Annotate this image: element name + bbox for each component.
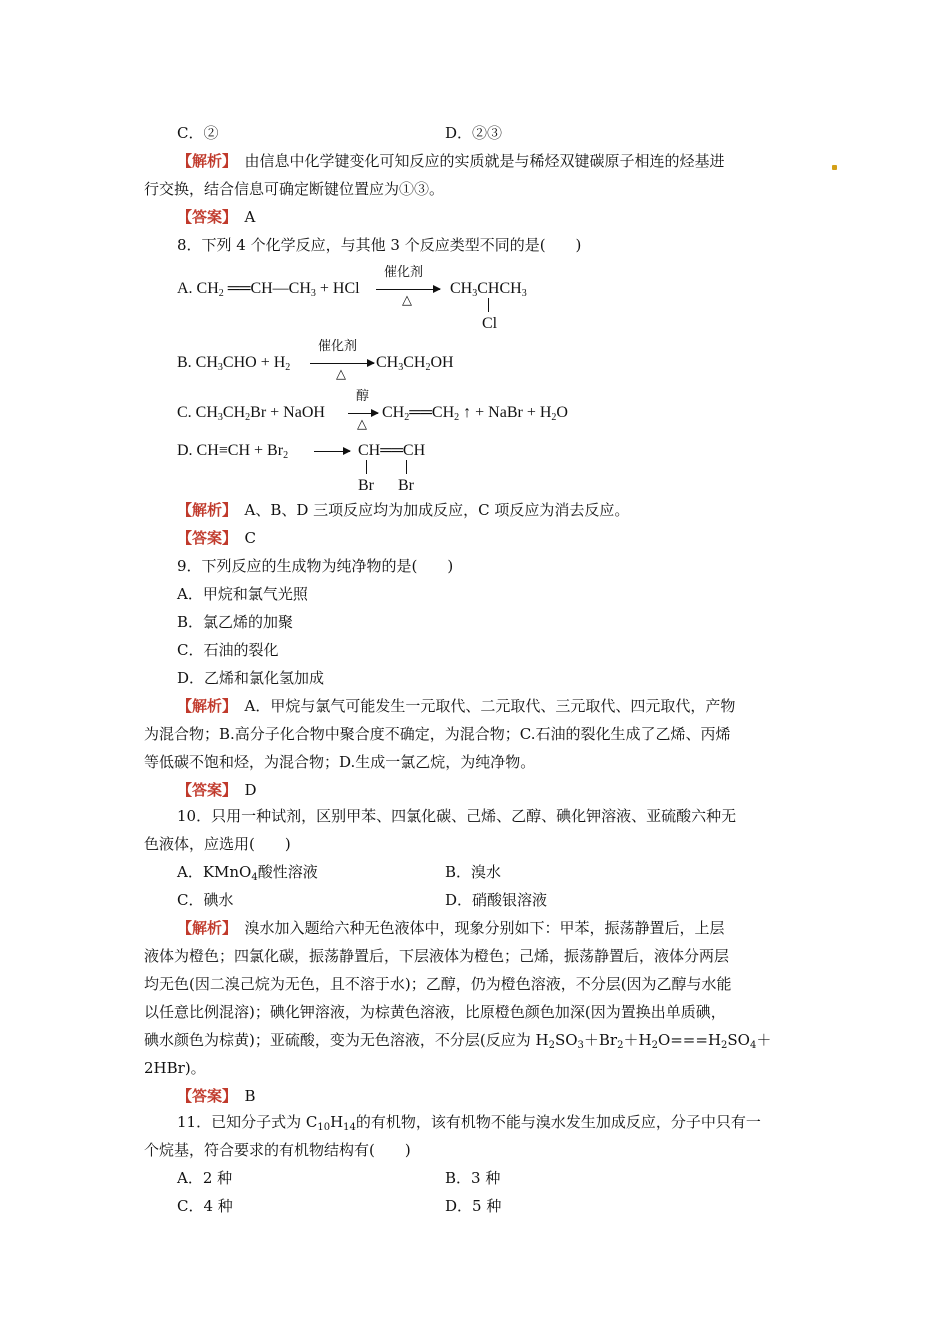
subscript: 2 xyxy=(245,412,251,423)
text: O xyxy=(556,404,568,421)
q8-b-catalyst: 催化剂 xyxy=(318,339,358,354)
text: 的有机物，该有机物不能与溴水发生加成反应，分子中只有一 xyxy=(355,1113,761,1131)
text: 酸性溶液 xyxy=(257,863,318,881)
q11-option-a: A．2 种 xyxy=(177,1169,233,1187)
q9-jiexi-line3: 等低碳不饱和烃，为混合物；D.生成一氯乙烷，为纯净物。 xyxy=(144,753,536,771)
q8-answer-value: C xyxy=(244,529,257,547)
q10-jiexi-line1 xyxy=(177,918,725,938)
text: ↑ + NaBr + H xyxy=(459,404,552,421)
q8-a-heat: △ xyxy=(402,293,412,308)
text: + HCl xyxy=(315,280,360,297)
q8-a-cl: Cl xyxy=(482,315,498,332)
answer-tag: 【答案】 xyxy=(177,1087,230,1105)
answer-tag: 【答案】 xyxy=(177,781,230,799)
q10-option-b: B．溴水 xyxy=(445,863,502,881)
q7-jiexi-text: 由信息中化学键变化可知反应的实质就是与稀烃双键碳原子相连的烃基进 xyxy=(244,152,725,170)
q8-option-a-reactants xyxy=(177,279,360,301)
text: CH xyxy=(450,280,473,297)
reaction-arrow-icon xyxy=(310,363,374,364)
subscript: 3 xyxy=(577,1040,584,1051)
q9-option-a: A．甲烷和氯气光照 xyxy=(177,585,308,603)
text: OH xyxy=(430,354,454,371)
jiexi-tag: 【解析】 xyxy=(177,697,230,715)
text: ＋Br xyxy=(583,1031,618,1049)
q8-d-br1: Br xyxy=(358,477,374,494)
subscript: 2 xyxy=(454,412,460,423)
q10-option-c: C．碘水 xyxy=(177,891,234,909)
answer-tag: 【答案】 xyxy=(177,208,230,226)
q8-answer xyxy=(177,528,256,548)
bond-line xyxy=(406,460,407,474)
answer-tag: 【答案】 xyxy=(177,529,230,547)
q10-jiexi-line5 xyxy=(144,1030,771,1053)
text: A. CH xyxy=(177,280,219,297)
text: H xyxy=(330,1113,344,1131)
subscript: 2 xyxy=(551,412,557,423)
text: SO xyxy=(554,1031,578,1049)
q8-jiexi xyxy=(177,500,629,520)
q7-answer-value: A xyxy=(244,208,256,226)
reaction-arrow-icon xyxy=(376,289,440,290)
q8-option-c-product xyxy=(382,403,568,425)
subscript: 2 xyxy=(285,362,291,373)
q8-d-br2: Br xyxy=(398,477,414,494)
subscript: 3 xyxy=(521,288,527,299)
subscript: 2 xyxy=(617,1040,624,1051)
q9-option-b: B．氯乙烯的加聚 xyxy=(177,613,294,631)
text: 11．已知分子式为 C xyxy=(177,1113,318,1131)
q10-stem-line2: 色液体，应选用( ) xyxy=(144,835,291,853)
q8-c-alcohol: 醇 xyxy=(356,389,370,404)
marker-dot xyxy=(832,165,837,170)
text: 碘水颜色为棕黄)；亚硫酸，变为无色溶液，不分层(反应为 H xyxy=(144,1031,549,1049)
text: B. CH xyxy=(177,354,218,371)
q9-option-c: C．石油的裂化 xyxy=(177,641,279,659)
text: CH xyxy=(376,354,399,371)
q9-jiexi-line2: 为混合物；B.高分子化合物中聚合度不确定，为混合物；C.石油的裂化生成了乙烯、丙烯 xyxy=(144,725,731,743)
q8-option-b-product xyxy=(376,353,454,375)
subscript: 3 xyxy=(398,362,404,373)
q9-jiexi-text: A．甲烷与氯气可能发生一元取代、二元取代、三元取代、四元取代，产物 xyxy=(244,697,736,715)
q9-option-d: D．乙烯和氯化氢加成 xyxy=(177,669,325,687)
text: SO xyxy=(727,1031,750,1049)
q11-option-c: C．4 种 xyxy=(177,1197,233,1215)
reaction-arrow-icon xyxy=(314,451,350,452)
q7-answer xyxy=(177,207,255,227)
subscript: 14 xyxy=(343,1122,356,1133)
q9-jiexi-line1 xyxy=(177,696,735,716)
subscript: 3 xyxy=(217,362,223,373)
q7-jiexi-line1 xyxy=(177,151,725,171)
q11-option-b: B．3 种 xyxy=(445,1169,501,1187)
q8-option-c-reactants xyxy=(177,403,325,425)
bond-line xyxy=(488,298,489,312)
text: O===H xyxy=(657,1031,722,1049)
option-d: D．②③ xyxy=(445,124,503,142)
q8-option-b-reactants xyxy=(177,353,290,375)
subscript: 2 xyxy=(404,412,410,423)
q10-option-d: D．硝酸银溶液 xyxy=(445,891,548,909)
q10-option-a xyxy=(177,862,318,885)
subscript: 10 xyxy=(317,1122,331,1133)
text: Br + NaOH xyxy=(250,404,325,421)
subscript: 2 xyxy=(548,1040,555,1051)
subscript: 3 xyxy=(472,288,478,299)
q10-jiexi-line4: 以任意比例混溶)；碘化钾溶液，为棕黄色溶液，比原橙色颜色加深(因为置换出单质碘， xyxy=(144,1003,726,1021)
q8-option-d-reactants xyxy=(177,441,288,463)
subscript: 3 xyxy=(217,412,223,423)
q8-stem: 8．下列 4 个化学反应，与其他 3 个反应类型不同的是( ) xyxy=(177,236,582,254)
subscript: 2 xyxy=(721,1040,728,1051)
text: ══CH—CH xyxy=(223,280,311,297)
q9-answer-value: D xyxy=(244,781,257,799)
bond-line xyxy=(366,460,367,474)
subscript: 4 xyxy=(251,872,258,883)
q10-answer-value: B xyxy=(244,1087,256,1105)
q7-jiexi-line2: 行交换，结合信息可确定断键位置应为①③。 xyxy=(144,180,445,198)
subscript: 4 xyxy=(749,1040,757,1051)
text: CH xyxy=(403,354,426,371)
reaction-arrow-icon xyxy=(348,413,378,414)
text: CH xyxy=(222,404,246,421)
q10-answer xyxy=(177,1086,256,1106)
text: CHO + H xyxy=(222,354,286,371)
q11-stem-line2: 个烷基，符合要求的有机物结构有( ) xyxy=(144,1141,411,1159)
q8-c-heat: △ xyxy=(357,417,367,432)
q8-option-d-product: CH══CH xyxy=(358,442,426,459)
text: ＋H xyxy=(623,1031,652,1049)
q8-jiexi-text: A、B、D 三项反应均为加成反应，C 项反应为消去反应。 xyxy=(244,501,630,519)
jiexi-tag: 【解析】 xyxy=(177,152,230,170)
option-c: C．② xyxy=(177,124,219,142)
jiexi-tag: 【解析】 xyxy=(177,919,230,937)
text: C. CH xyxy=(177,404,218,421)
q10-stem-line1: 10．只用一种试剂，区别甲苯、四氯化碳、己烯、乙醇、碘化钾溶液、亚硫酸六种无 xyxy=(177,807,737,825)
q11-stem-line1 xyxy=(177,1112,761,1135)
q9-stem: 9．下列反应的生成物为纯净物的是( ) xyxy=(177,557,454,575)
q11-option-d: D．5 种 xyxy=(445,1197,502,1215)
q10-jiexi-text: 溴水加入题给六种无色液体中，现象分别如下：甲苯，振荡静置后，上层 xyxy=(244,919,725,937)
subscript: 2 xyxy=(283,450,289,461)
q8-b-heat: △ xyxy=(336,367,346,382)
text: ══CH xyxy=(409,404,455,421)
subscript: 3 xyxy=(310,288,316,299)
q10-jiexi-line2: 液体为橙色；四氯化碳，振荡静置后，下层液体为橙色；己烯，振荡静置后，液体分两层 xyxy=(144,947,730,965)
subscript: 2 xyxy=(425,362,431,373)
q10-jiexi-line3: 均无色(因二溴己烷为无色，且不溶于水)；乙醇，仍为橙色溶液，不分层(因为乙醇与水能 xyxy=(144,975,732,993)
text: CH xyxy=(382,404,405,421)
subscript: 2 xyxy=(651,1040,658,1051)
q8-a-catalyst: 催化剂 xyxy=(384,265,424,280)
text: CHCH xyxy=(477,280,522,297)
q10-jiexi-line6: 2HBr)。 xyxy=(144,1059,206,1077)
jiexi-tag: 【解析】 xyxy=(177,501,230,519)
subscript: 2 xyxy=(218,288,224,299)
text: A．KMnO xyxy=(177,863,252,881)
q9-answer xyxy=(177,780,257,800)
text: D. CH≡CH + Br xyxy=(177,442,284,459)
text: ＋ xyxy=(756,1031,772,1049)
